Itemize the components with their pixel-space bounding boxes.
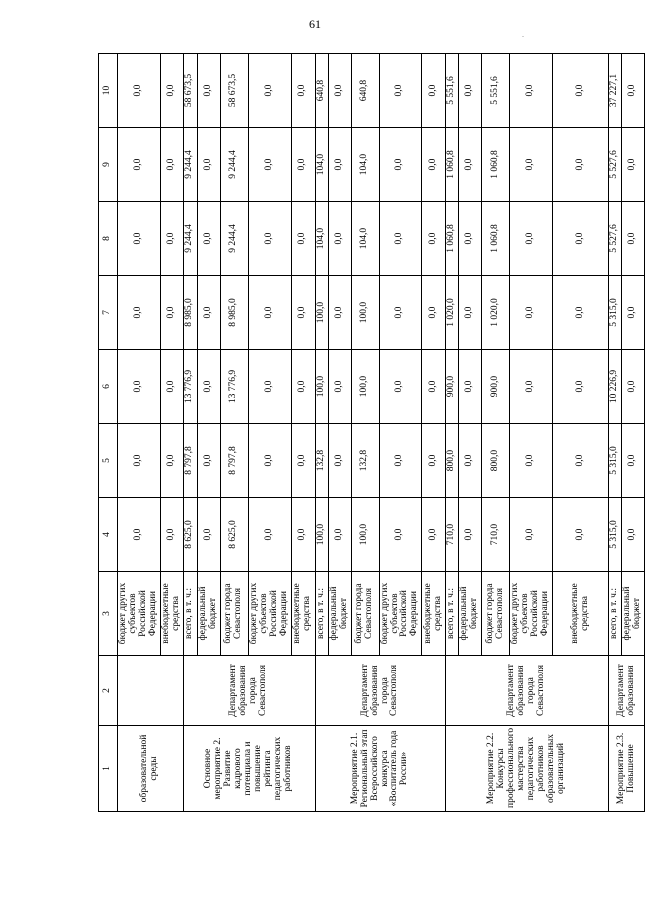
amount-cell: 37 227,1 xyxy=(609,54,622,128)
amount-cell: 0,0 xyxy=(422,54,446,128)
amount-cell: 0,0 xyxy=(248,424,291,498)
header-cell: 1 xyxy=(99,726,118,812)
amount-cell: 58 673,5 xyxy=(220,54,248,128)
amount-cell: 0,0 xyxy=(118,54,161,128)
amount-cell: 0,0 xyxy=(291,276,315,350)
funding-source-cell: федеральный бюджет xyxy=(328,572,351,656)
amount-cell: 0,0 xyxy=(197,424,220,498)
amount-cell: 8 625,0 xyxy=(220,498,248,572)
amount-cell: 5 315,0 xyxy=(609,424,622,498)
amount-cell: 0,0 xyxy=(510,54,553,128)
amount-cell: 0,0 xyxy=(248,498,291,572)
executor-cell xyxy=(118,656,184,726)
amount-cell: 0,0 xyxy=(328,276,351,350)
amount-cell: 0,0 xyxy=(510,276,553,350)
amount-cell: 0,0 xyxy=(160,276,183,350)
amount-cell: 0,0 xyxy=(197,350,220,424)
table-row xyxy=(609,54,622,812)
amount-cell: 9 244,4 xyxy=(220,202,248,276)
amount-cell: 0,0 xyxy=(160,498,183,572)
amount-cell: 0,0 xyxy=(622,202,645,276)
amount-cell: 0,0 xyxy=(328,498,351,572)
amount-cell: 0,0 xyxy=(197,128,220,202)
header-cell: 9 xyxy=(99,128,118,202)
amount-cell: 0,0 xyxy=(248,276,291,350)
amount-cell: 8 625,0 xyxy=(183,498,197,572)
funding-source-cell: внебюджетные средства xyxy=(291,572,315,656)
amount-cell: 0,0 xyxy=(291,350,315,424)
amount-cell: 0,0 xyxy=(160,128,183,202)
amount-cell: 132,8 xyxy=(351,424,379,498)
amount-cell: 0,0 xyxy=(510,424,553,498)
amount-cell: 0,0 xyxy=(197,54,220,128)
funding-source-cell: всего, в т. ч.: xyxy=(183,572,197,656)
header-cell: 3 xyxy=(99,572,118,656)
amount-cell: 1 060,8 xyxy=(482,128,510,202)
funding-source-cell: бюджет других субъектов Российской Федерации xyxy=(510,572,553,656)
amount-cell: 0,0 xyxy=(118,202,161,276)
amount-cell: 800,0 xyxy=(482,424,510,498)
amount-cell: 0,0 xyxy=(197,202,220,276)
amount-cell: 100,0 xyxy=(315,350,328,424)
amount-cell: 13 776,9 xyxy=(183,350,197,424)
funding-source-cell: бюджет города Севастополя xyxy=(482,572,510,656)
funding-source-cell: федеральный бюджет xyxy=(197,572,220,656)
amount-cell: 0,0 xyxy=(622,424,645,498)
header-cell: 6 xyxy=(99,350,118,424)
amount-cell: 100,0 xyxy=(315,276,328,350)
amount-cell: 0,0 xyxy=(422,202,446,276)
funding-source-cell: бюджет других субъектов Российской Федерации xyxy=(248,572,291,656)
amount-cell: 710,0 xyxy=(446,498,459,572)
amount-cell: 0,0 xyxy=(422,350,446,424)
funding-source-cell: всего, в т. ч.: xyxy=(315,572,328,656)
amount-cell: 1 060,8 xyxy=(446,202,459,276)
amount-cell: 0,0 xyxy=(160,54,183,128)
amount-cell: 0,0 xyxy=(379,54,422,128)
amount-cell: 8 985,0 xyxy=(220,276,248,350)
amount-cell: 0,0 xyxy=(379,276,422,350)
amount-cell: 0,0 xyxy=(553,202,609,276)
amount-cell: 132,8 xyxy=(315,424,328,498)
amount-cell: 0,0 xyxy=(248,202,291,276)
amount-cell: 9 244,4 xyxy=(183,202,197,276)
amount-cell: 1 060,8 xyxy=(482,202,510,276)
activity-cell: Основное мероприятие 2. Развитие кадрового потенциала и повышение рейтинга педагогических работников xyxy=(183,726,315,812)
funding-source-cell: бюджет других субъектов Российской Федерации xyxy=(118,572,161,656)
amount-cell: 9 244,4 xyxy=(183,128,197,202)
amount-cell: 100,0 xyxy=(351,350,379,424)
amount-cell: 0,0 xyxy=(118,498,161,572)
header-cell: 8 xyxy=(99,202,118,276)
amount-cell: 0,0 xyxy=(291,424,315,498)
amount-cell: 13 776,9 xyxy=(220,350,248,424)
table-row xyxy=(183,54,197,812)
amount-cell: 5 551,6 xyxy=(482,54,510,128)
amount-cell: 10 226,9 xyxy=(609,350,622,424)
amount-cell: 900,0 xyxy=(482,350,510,424)
amount-cell: 0,0 xyxy=(622,128,645,202)
funding-source-cell: всего, в т. ч.: xyxy=(609,572,622,656)
amount-cell: 0,0 xyxy=(248,350,291,424)
amount-cell: 0,0 xyxy=(291,498,315,572)
amount-cell: 0,0 xyxy=(328,54,351,128)
amount-cell: 5 527,6 xyxy=(609,128,622,202)
amount-cell: 0,0 xyxy=(459,54,482,128)
header-cell: 2 xyxy=(99,656,118,726)
activity-cell: Мероприятие 2.1. Региональный этап Всероссийского конкурса «Воспитатель года России» xyxy=(315,726,446,812)
amount-cell: 0,0 xyxy=(160,350,183,424)
amount-cell: 0,0 xyxy=(510,498,553,572)
amount-cell: 640,8 xyxy=(351,54,379,128)
amount-cell: 0,0 xyxy=(553,498,609,572)
executor-cell: Департамент образования города Севастополя xyxy=(183,656,315,726)
amount-cell: 900,0 xyxy=(446,350,459,424)
amount-cell: 104,0 xyxy=(315,202,328,276)
amount-cell: 0,0 xyxy=(459,350,482,424)
amount-cell: 0,0 xyxy=(622,350,645,424)
amount-cell: 5 527,6 xyxy=(609,202,622,276)
amount-cell: 0,0 xyxy=(422,276,446,350)
executor-cell: Департамент образования города Севастополя xyxy=(315,656,446,726)
funding-source-cell: федеральный бюджет xyxy=(622,572,645,656)
amount-cell: 100,0 xyxy=(351,498,379,572)
header-cell: 4 xyxy=(99,498,118,572)
amount-cell: 0,0 xyxy=(622,54,645,128)
amount-cell: 104,0 xyxy=(315,128,328,202)
amount-cell: 100,0 xyxy=(315,498,328,572)
amount-cell: 8 797,8 xyxy=(183,424,197,498)
amount-cell: 0,0 xyxy=(379,128,422,202)
amount-cell: 0,0 xyxy=(160,424,183,498)
amount-cell: 104,0 xyxy=(351,202,379,276)
amount-cell: 0,0 xyxy=(422,424,446,498)
amount-cell: 0,0 xyxy=(248,54,291,128)
amount-cell: 0,0 xyxy=(459,276,482,350)
header-cell: 5 xyxy=(99,424,118,498)
amount-cell: 0,0 xyxy=(291,54,315,128)
amount-cell: 1 060,8 xyxy=(446,128,459,202)
amount-cell: 0,0 xyxy=(553,424,609,498)
header-row xyxy=(99,54,118,812)
amount-cell: 8 985,0 xyxy=(183,276,197,350)
amount-cell: 0,0 xyxy=(459,128,482,202)
amount-cell: 0,0 xyxy=(553,276,609,350)
amount-cell: 0,0 xyxy=(459,202,482,276)
amount-cell: 0,0 xyxy=(510,128,553,202)
amount-cell: 1 020,0 xyxy=(446,276,459,350)
funding-source-cell: бюджет города Севастополя xyxy=(351,572,379,656)
page-number: 61 xyxy=(309,17,321,31)
amount-cell: 0,0 xyxy=(328,350,351,424)
amount-cell: 0,0 xyxy=(622,498,645,572)
amount-cell: 0,0 xyxy=(118,424,161,498)
activity-cell: образовательной среды xyxy=(118,726,184,812)
amount-cell: 0,0 xyxy=(379,350,422,424)
amount-cell: 58 673,5 xyxy=(183,54,197,128)
amount-cell: 0,0 xyxy=(553,128,609,202)
amount-cell: 800,0 xyxy=(446,424,459,498)
amount-cell: 0,0 xyxy=(422,128,446,202)
table-row xyxy=(315,54,328,812)
funding-source-cell: внебюджетные средства xyxy=(553,572,609,656)
amount-cell: 0,0 xyxy=(422,498,446,572)
table-row xyxy=(446,54,459,812)
amount-cell: 0,0 xyxy=(291,128,315,202)
funding-source-cell: бюджет других субъектов Российской Федерации xyxy=(379,572,422,656)
funding-source-cell: бюджет города Севастополя xyxy=(220,572,248,656)
header-cell: 7 xyxy=(99,276,118,350)
header-cell: 10 xyxy=(99,54,118,128)
amount-cell: 8 797,8 xyxy=(220,424,248,498)
corner-mark: . xyxy=(522,30,524,39)
amount-cell: 0,0 xyxy=(328,424,351,498)
executor-cell: Департамент образования города Севастополя xyxy=(446,656,609,726)
amount-cell: 0,0 xyxy=(379,498,422,572)
amount-cell: 0,0 xyxy=(510,350,553,424)
amount-cell: 0,0 xyxy=(248,128,291,202)
funding-source-cell: федеральный бюджет xyxy=(459,572,482,656)
amount-cell: 0,0 xyxy=(553,350,609,424)
activity-cell: Мероприятие 2.3. Повышение xyxy=(609,726,645,812)
rotated-table-container xyxy=(98,54,643,812)
funding-source-cell: внебюджетные средства xyxy=(160,572,183,656)
amount-cell: 9 244,4 xyxy=(220,128,248,202)
amount-cell: 0,0 xyxy=(328,128,351,202)
amount-cell: 0,0 xyxy=(118,350,161,424)
amount-cell: 640,8 xyxy=(315,54,328,128)
amount-cell: 0,0 xyxy=(118,128,161,202)
amount-cell: 0,0 xyxy=(379,424,422,498)
amount-cell: 0,0 xyxy=(459,424,482,498)
amount-cell: 0,0 xyxy=(622,276,645,350)
amount-cell: 0,0 xyxy=(197,276,220,350)
funding-table xyxy=(98,53,645,812)
amount-cell: 5 315,0 xyxy=(609,498,622,572)
amount-cell: 1 020,0 xyxy=(482,276,510,350)
amount-cell: 5 315,0 xyxy=(609,276,622,350)
table-body xyxy=(118,54,645,812)
amount-cell: 104,0 xyxy=(351,128,379,202)
amount-cell: 0,0 xyxy=(459,498,482,572)
funding-source-cell: всего, в т. ч.: xyxy=(446,572,459,656)
amount-cell: 0,0 xyxy=(510,202,553,276)
amount-cell: 100,0 xyxy=(351,276,379,350)
amount-cell: 0,0 xyxy=(553,54,609,128)
amount-cell: 5 551,6 xyxy=(446,54,459,128)
amount-cell: 0,0 xyxy=(328,202,351,276)
funding-source-cell: внебюджетные средства xyxy=(422,572,446,656)
amount-cell: 0,0 xyxy=(160,202,183,276)
table-row xyxy=(118,54,161,812)
amount-cell: 710,0 xyxy=(482,498,510,572)
activity-cell: Мероприятие 2.2. Конкурсы профессионального мастерства педагогических работников образовательных организаций xyxy=(446,726,609,812)
amount-cell: 0,0 xyxy=(197,498,220,572)
amount-cell: 0,0 xyxy=(291,202,315,276)
executor-cell: Департамент образования xyxy=(609,656,645,726)
amount-cell: 0,0 xyxy=(118,276,161,350)
amount-cell: 0,0 xyxy=(379,202,422,276)
